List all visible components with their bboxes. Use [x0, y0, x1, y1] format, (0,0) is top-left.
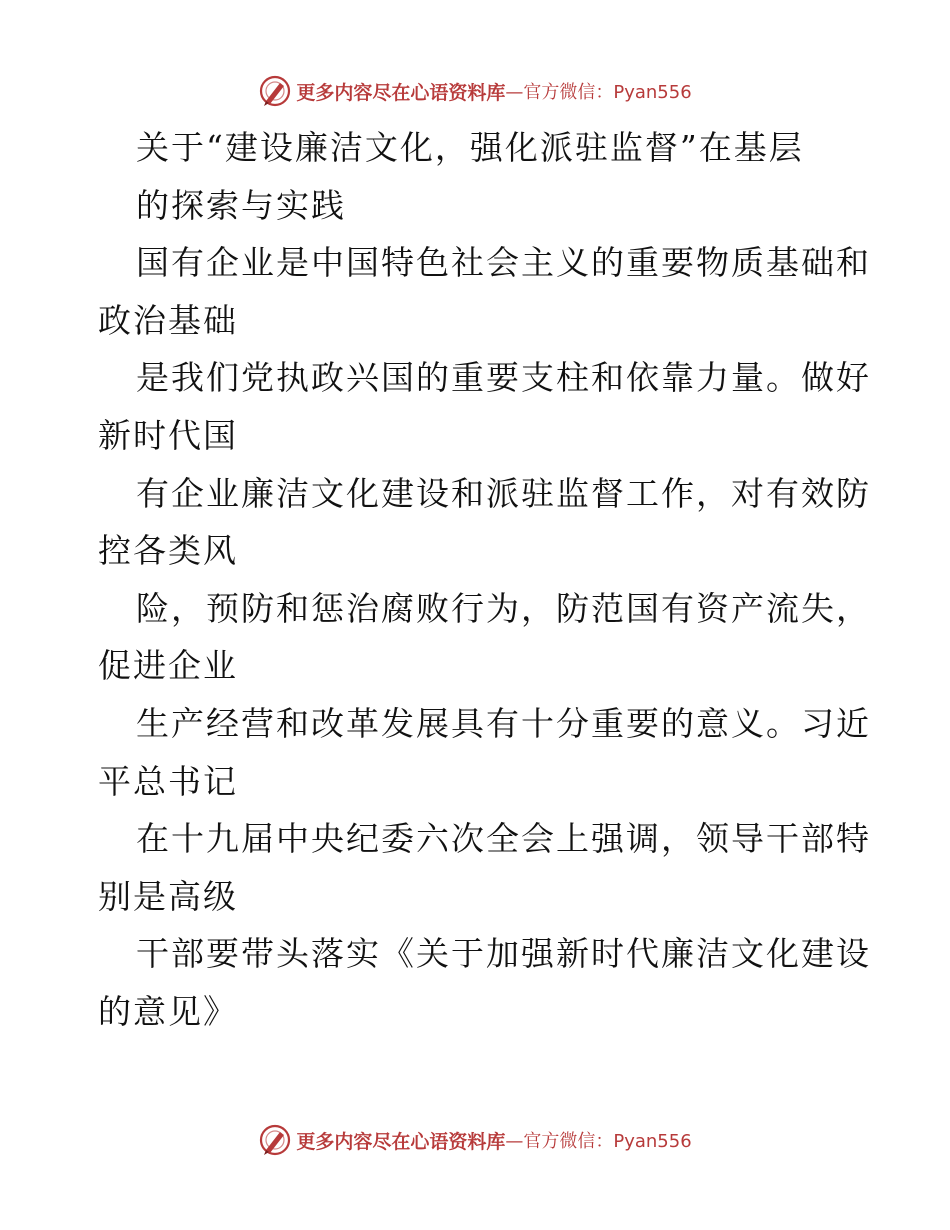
header-promo-text: 更多内容尽在心语资料库 — [296, 81, 506, 104]
title-line-2: 的探索与实践 — [136, 185, 346, 225]
paragraph-line: 有企业廉洁文化建设和派驻监督工作，对有效防 — [136, 473, 871, 513]
paragraph-line: 政治基础 — [98, 300, 238, 340]
header-banner — [0, 71, 950, 111]
paragraph-line: 在十九届中央纪委六次全会上强调，领导干部特 — [136, 819, 871, 859]
footer-banner — [0, 1120, 950, 1160]
paragraph-line: 干部要带头落实《关于加强新时代廉洁文化建设 — [136, 934, 871, 974]
paragraph-line: 新时代国 — [98, 415, 238, 455]
paragraph-line: 的意见》 — [98, 991, 238, 1031]
pen-logo-icon — [258, 1123, 292, 1157]
paragraph-line: 控各类风 — [98, 531, 238, 571]
pen-logo-icon — [258, 74, 292, 108]
paragraph-line: 生产经营和改革发展具有十分重要的意义。习近 — [136, 703, 871, 743]
footer-official-account: —官方微信：Pyan556 — [505, 1131, 692, 1152]
paragraph-line: 险，预防和惩治腐败行为，防范国有资产流失， — [136, 588, 871, 628]
paragraph-line: 别是高级 — [98, 876, 238, 916]
paragraph-line: 国有企业是中国特色社会主义的重要物质基础和 — [136, 243, 871, 283]
header-official-account: —官方微信：Pyan556 — [505, 82, 692, 103]
paragraph-line: 是我们党执政兴国的重要支柱和依靠力量。做好 — [136, 358, 871, 398]
document-body — [98, 119, 871, 1041]
footer-promo-text: 更多内容尽在心语资料库 — [296, 1130, 506, 1153]
title-line-1: 关于“建设廉洁文化，强化派驻监督”在基层 — [136, 128, 804, 167]
paragraph-line: 促进企业 — [98, 646, 238, 686]
paragraph-line: 平总书记 — [98, 761, 238, 801]
